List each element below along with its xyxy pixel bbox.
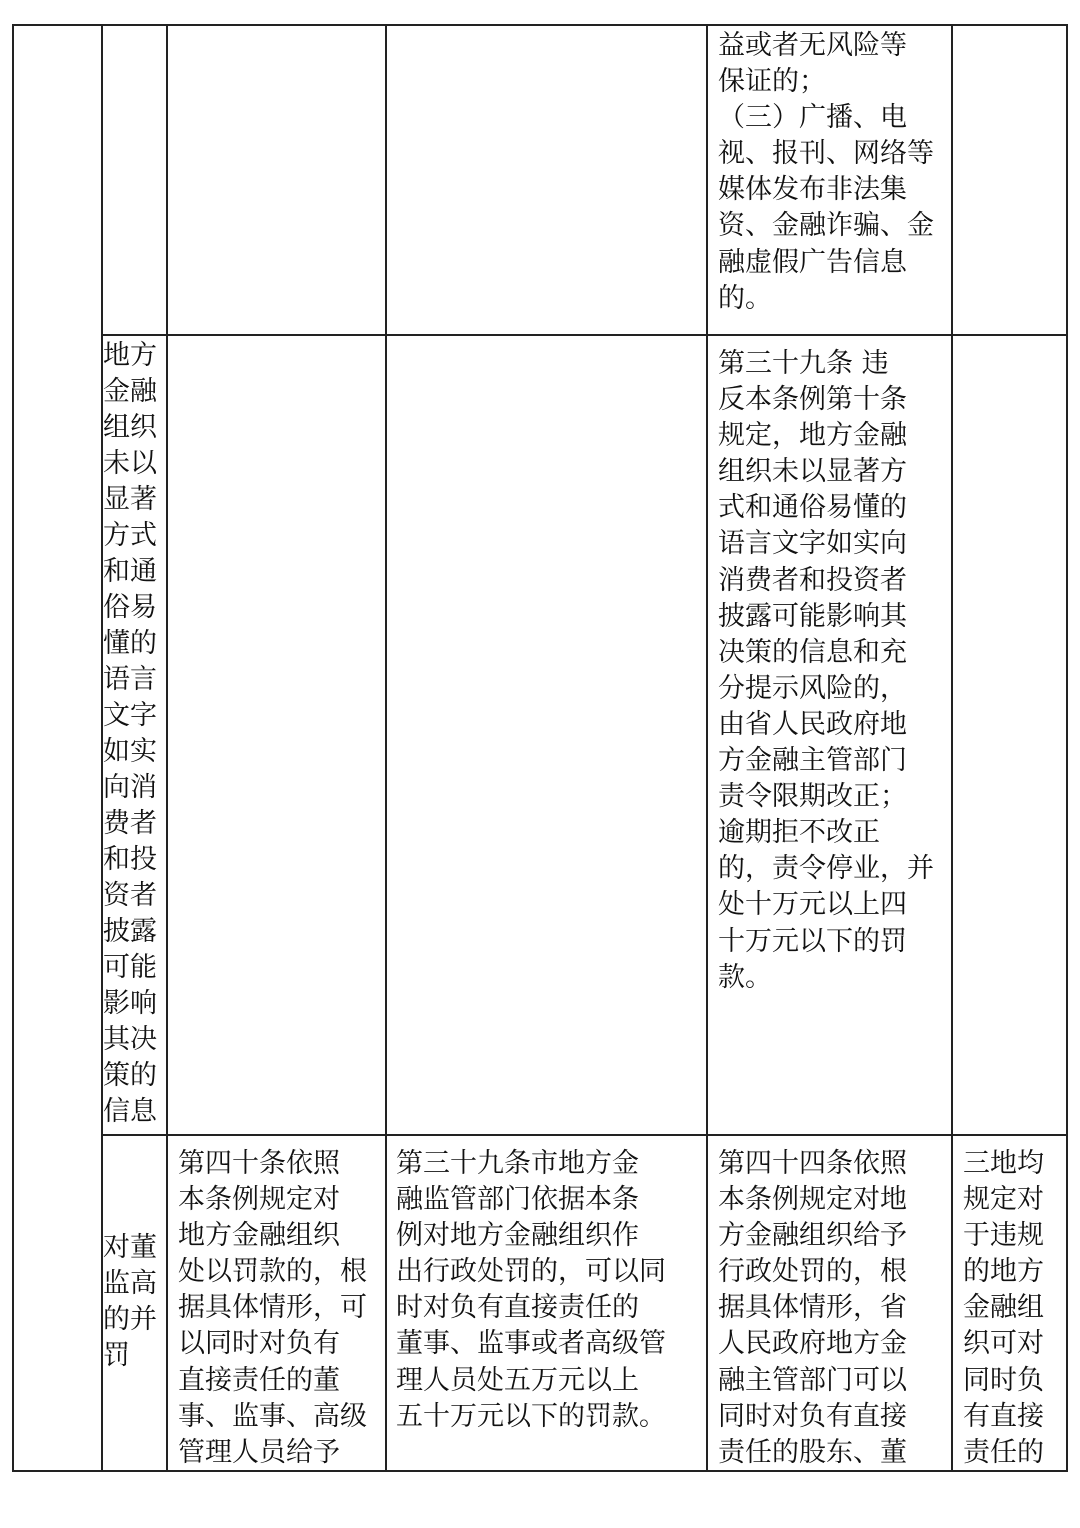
row-divider — [101, 1134, 1068, 1136]
column-divider — [385, 24, 387, 1472]
row3-col-a-text: 第四十条依照 本条例规定对 地方金融组织 处以罚款的，根 据具体情形，可 以同时对负有 直接责任的董 事、监事、高级 管理人员给予 — [178, 1148, 367, 1468]
row3-col-b-text: 第三十九条市地方金 融监管部门依据本条 例对地方金融组织作 出行政处罚的，可以同 时对负有直接责任的 董事、监事或者高级管 理人员处五万元以上 五十万元以下的罚款。 — [396, 1148, 666, 1432]
table-border-right — [1066, 24, 1068, 1472]
row1-col-c-text: 益或者无风险等 保证的； （三）广播、电 视、报刊、网络等 媒体发布非法集 资、金融诈骗、金 融虚假广告信息 的。 — [718, 30, 934, 314]
row-divider — [101, 334, 1068, 336]
table-border-left — [12, 24, 14, 1472]
row3-topic-text: 对董 监高 的并 罚 — [103, 1232, 157, 1371]
column-divider — [166, 24, 168, 1472]
column-divider — [951, 24, 953, 1472]
row2-topic-text: 地方 金融 组织 未以 显著 方式 和通 俗易 懂的 语言 文字 如实 向消 费者 和投 资者 披露 可能 影响 其决 策的 信息 — [103, 340, 157, 1127]
row3-col-d-text: 三地均 规定对 于违规 的地方 金融组 织可对 同时负 有直接 责任的 — [963, 1148, 1044, 1468]
table-border-top — [12, 24, 1068, 26]
row3-col-c-text: 第四十四条依照 本条例规定对地 方金融组织给予 行政处罚的，根 据具体情形，省 人民政府地方金 融主管部门可以 同时对负有直接 责任的股东、董 — [718, 1148, 907, 1468]
column-divider — [706, 24, 708, 1472]
row2-col-c-text: 第三十九条 违 反本条例第十条 规定，地方金融 组织未以显著方 式和通俗易懂的 语言文字如实向 消费者和投资者 披露可能影响其 决策的信息和充 分提示风险的， 由省人民政府地 方金融主管部门 责令限期改正； 逾期拒不改正 的，责令停业，并 处十万元以上四 十万元以下的罚 款。 — [718, 348, 934, 993]
